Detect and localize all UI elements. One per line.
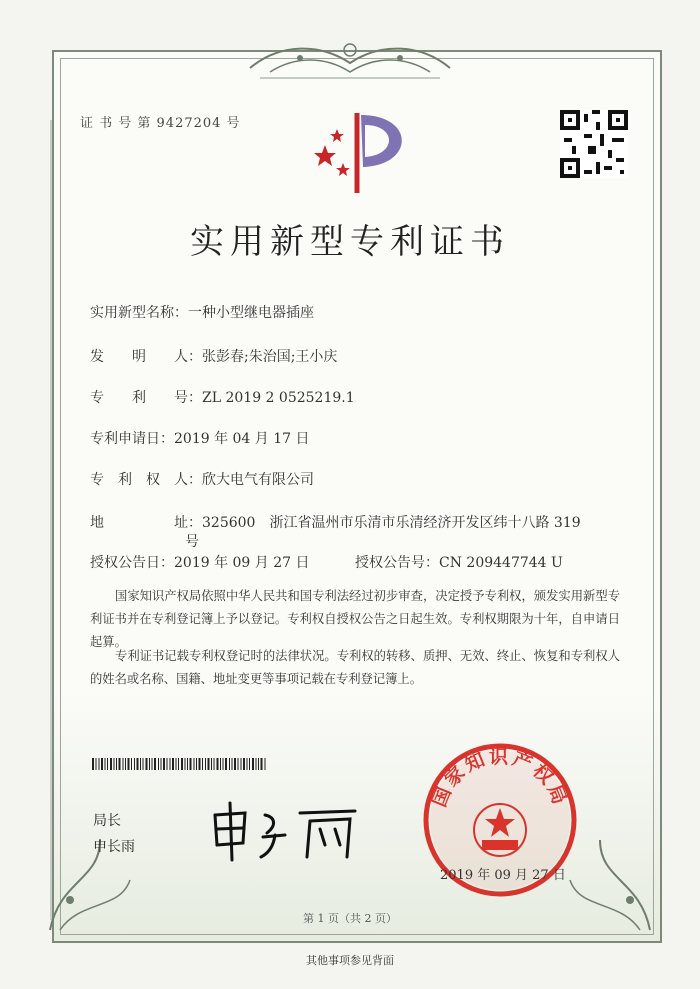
grant-number-value: CN 209447744 U xyxy=(439,555,563,571)
handwritten-signature-icon xyxy=(205,795,365,865)
field-label: 地 址： xyxy=(90,515,202,531)
field-value: ZL 2019 2 0525219.1 xyxy=(202,390,355,406)
page-number: 第 1 页（共 2 页） xyxy=(303,912,397,925)
page-title: 实用新型专利证书 xyxy=(190,222,510,262)
paragraph-text: 国家知识产权局依照中华人民共和国专利法经过初步审查，决定授予专利权，颁发实用新型专利证书并在专利登记簿上予以登记。专利权自授权公告之日起生效。专利权期限为十年，自申请日起算。 xyxy=(90,589,620,649)
grant-number-label: 授权公告号： xyxy=(355,555,439,571)
field-value: 张彭春;朱治国;王小庆 xyxy=(202,349,338,365)
field-value: 一种小型继电器插座 xyxy=(188,305,314,321)
signatory-name: 申长雨 xyxy=(93,838,135,854)
field-label: 专利申请日： xyxy=(90,431,174,447)
field-inventor xyxy=(90,346,337,366)
field-label: 专 利 号： xyxy=(90,390,202,406)
barcode-icon xyxy=(92,758,268,770)
legal-status-paragraph xyxy=(90,645,620,691)
field-value: 欣大电气有限公司 xyxy=(202,472,314,488)
grant-date-value: 2019 年 09 月 27 日 xyxy=(174,555,310,571)
field-label: 发 明 人： xyxy=(90,349,202,365)
field-label: 实用新型名称： xyxy=(90,305,188,321)
grant-date-label: 授权公告日： xyxy=(90,555,174,571)
field-address xyxy=(90,512,581,532)
grant-date xyxy=(90,552,310,572)
seal-text: 国家知识产权局 xyxy=(428,746,572,811)
qr-code-icon xyxy=(560,110,628,178)
grant-number xyxy=(355,552,563,572)
paragraph-text: 专利证书记载专利权登记时的法律状况。专利权的转移、质押、无效、终止、恢复和专利权人的姓名或名称、国籍、地址变更等事项记载在专利登记簿上。 xyxy=(90,649,620,686)
field-patentee xyxy=(90,469,314,489)
field-patent-number xyxy=(90,387,355,407)
field-value: 2019 年 04 月 17 日 xyxy=(174,431,310,447)
top-ornament-icon xyxy=(240,38,460,84)
seal-date: 2019 年 09 月 27 日 xyxy=(440,868,566,883)
grant-statement-paragraph xyxy=(90,585,620,654)
footer-note: 其他事项参见背面 xyxy=(306,954,394,967)
signatory-title: 局长 xyxy=(93,812,121,828)
field-address-continued: 号 xyxy=(185,534,199,550)
field-value: 325600 浙江省温州市乐清市乐清经济开发区纬十八路 319 xyxy=(202,515,581,531)
field-name xyxy=(90,302,314,322)
field-application-date xyxy=(90,428,310,448)
cnipa-logo-icon xyxy=(305,105,415,195)
certificate-number: 证 书 号 第 9427204 号 xyxy=(80,116,241,131)
field-label: 专 利 权 人： xyxy=(90,472,202,488)
